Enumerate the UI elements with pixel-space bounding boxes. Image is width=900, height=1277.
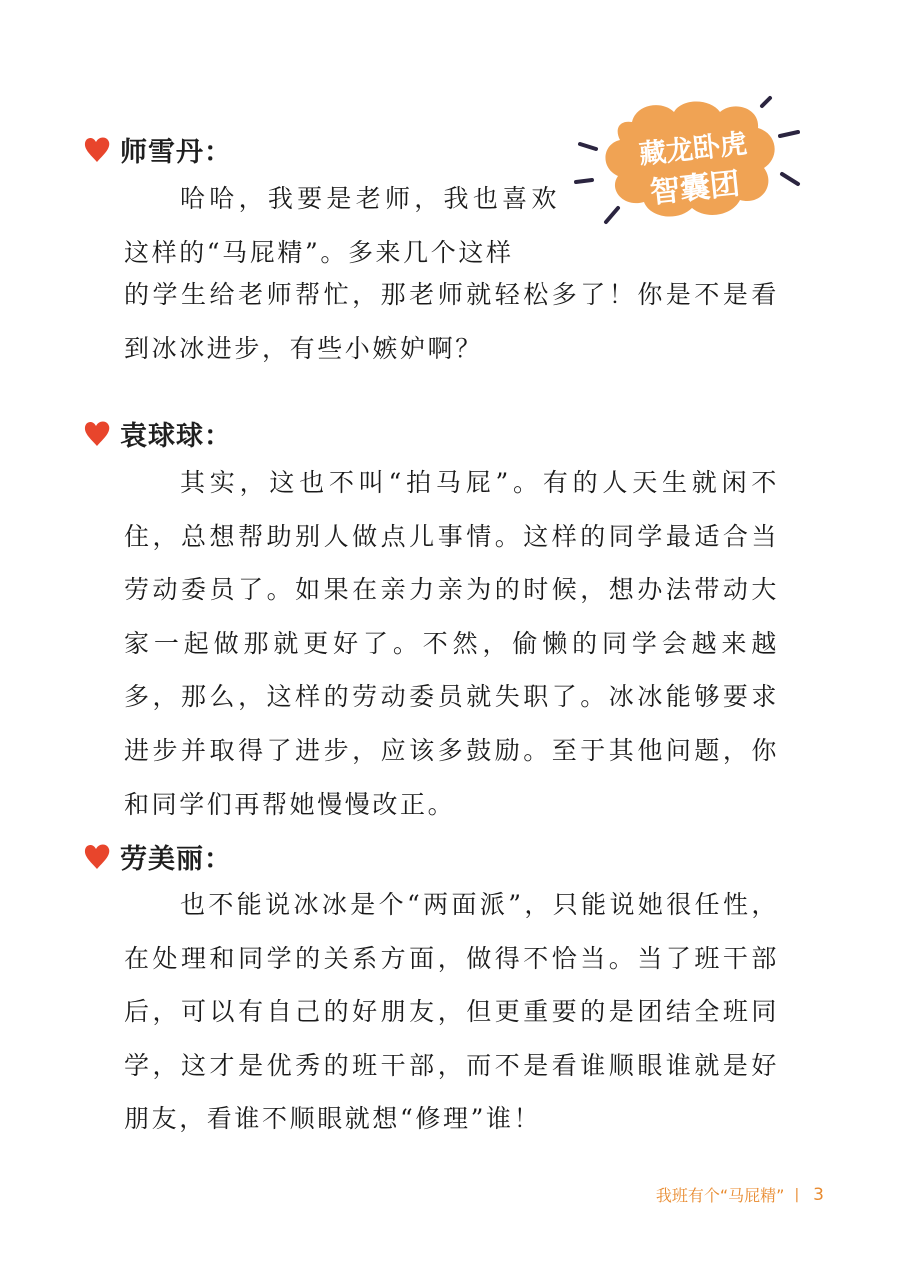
- heart-icon: [82, 418, 112, 448]
- heart-icon: [82, 134, 112, 164]
- footer-title: 我班有个“马屁精”: [655, 1186, 785, 1205]
- page-footer: [656, 1183, 824, 1206]
- paragraph-text: 的学生给老师帮忙，那老师就轻松多了！你是不是看到冰冰进步，有些小嫉妒啊？: [124, 280, 779, 363]
- section-heading: [82, 129, 232, 169]
- page-number: 3: [813, 1184, 824, 1205]
- speaker-name: 袁球球：: [120, 420, 232, 452]
- speaker-name: 劳美丽：: [120, 843, 232, 875]
- speaker-name: 师雪丹：: [120, 136, 232, 168]
- badge-line-1: 藏龙卧虎: [637, 128, 749, 171]
- badge-line-2: 智囊团: [648, 166, 742, 211]
- section-heading: [82, 836, 232, 876]
- paragraph-text: 哈哈，我要是老师，我也喜欢这样的“马屁精”。多来几个这样: [124, 184, 559, 267]
- section-heading: [82, 413, 232, 453]
- paragraph-text: 也不能说冰冰是个“两面派”，只能说她很任性，在处理和同学的关系方面，做得不恰当。当了班干部后，可以有自己的好朋友，但更重要的是团结全班同学，这才是优秀的班干部，而不是看谁顺眼谁就是好朋友，看谁不顺眼就想“修理”谁！: [124, 890, 779, 1134]
- footer-divider: |: [794, 1186, 800, 1203]
- badge-zanglong-icon: [570, 92, 810, 237]
- heart-icon: [82, 841, 112, 871]
- paragraph-text: 其实，这也不叫“拍马屁”。有的人天生就闲不住，总想帮助别人做点儿事情。这样的同学最适合当劳动委员了。如果在亲力亲为的时候，想办法带动大家一起做那就更好了。不然，偷懒的同学会越来越多，那么，这样的劳动委员就失职了。冰冰能够要求进步并取得了进步，应该多鼓励。至于其他问题，你和同学们再帮她慢慢改正。: [124, 468, 779, 819]
